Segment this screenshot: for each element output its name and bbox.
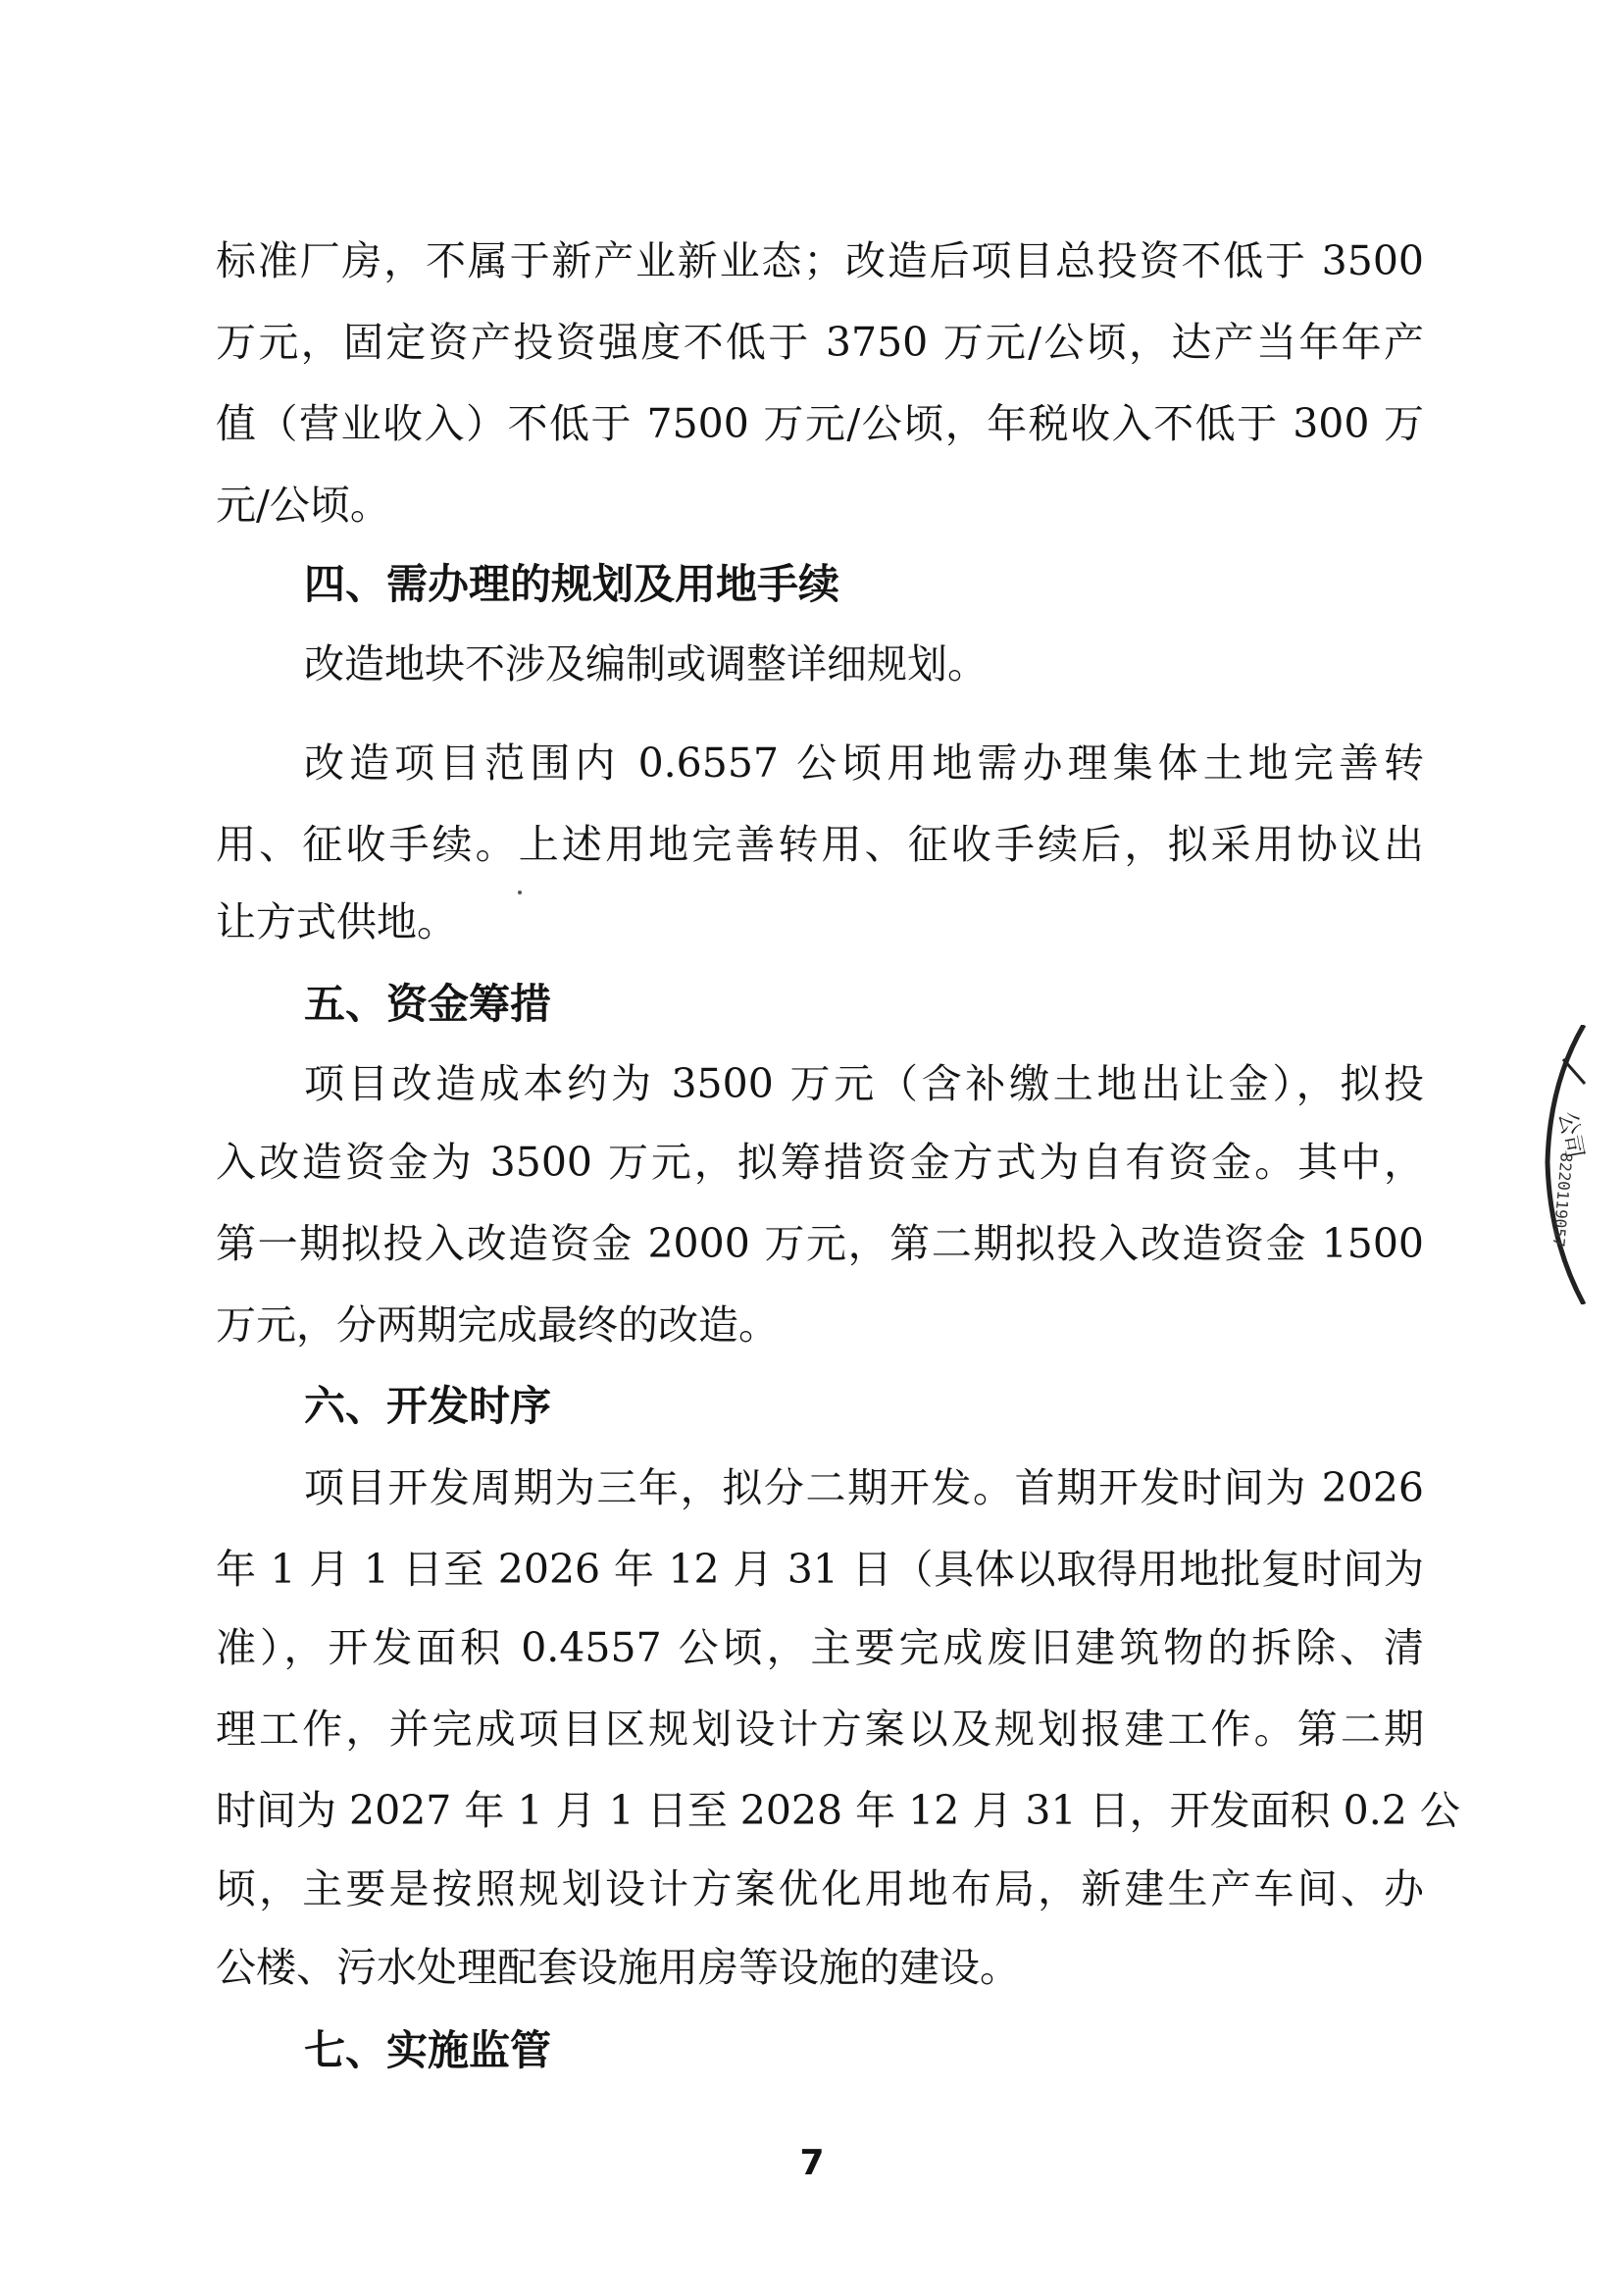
- paragraph-line: 改造地块不涉及编制或调整详细规划。: [304, 640, 988, 688]
- paragraph-line: 万元，固定资产投资强度不低于 3750 万元/公顷，达产当年年产: [216, 319, 1424, 366]
- paragraph-line: 准），开发面积 0.4557 公顷，主要完成废旧建筑物的拆除、清: [216, 1624, 1424, 1671]
- paragraph-line: 改造项目范围内 0.6557 公顷用地需办理集体土地完善转: [304, 739, 1424, 787]
- section-heading: 七、实施监管: [304, 2026, 552, 2074]
- seal-stamp: [1530, 1025, 1624, 1304]
- seal-code: 8220119057: [1548, 1151, 1576, 1248]
- paragraph-line: 时间为 2027 年 1 月 1 日至 2028 年 12 月 31 日，开发面积 0.2 公: [216, 1787, 1460, 1834]
- scan-speck: [518, 891, 522, 894]
- paragraph-line: 让方式供地。: [216, 898, 457, 945]
- paragraph-line: 万元，分两期完成最终的改造。: [216, 1301, 779, 1349]
- paragraph-line: 元/公顷。: [216, 482, 390, 529]
- paragraph-line: 项目开发周期为三年，拟分二期开发。首期开发时间为 2026: [304, 1464, 1424, 1511]
- section-heading: 四、需办理的规划及用地手续: [304, 560, 840, 608]
- paragraph-line: 顷，主要是按照规划设计方案优化用地布局，新建生产车间、办: [216, 1865, 1424, 1912]
- section-heading: 五、资金筹措: [304, 980, 552, 1028]
- paragraph-line: 理工作，并完成项目区规划设计方案以及规划报建工作。第二期: [216, 1706, 1424, 1753]
- paragraph-line: 项目改造成本约为 3500 万元（含补缴土地出让金），拟投: [304, 1060, 1424, 1107]
- paragraph-line: 值（营业收入）不低于 7500 万元/公顷，年税收入不低于 300 万: [216, 400, 1424, 447]
- paragraph-line: 入改造资金为 3500 万元，拟筹措资金方式为自有资金。其中，: [216, 1139, 1424, 1186]
- page-number: 7: [799, 2143, 825, 2183]
- seal-icon: [1530, 1025, 1624, 1304]
- paragraph-line: 年 1 月 1 日至 2026 年 12 月 31 日（具体以取得用地批复时间为: [216, 1546, 1424, 1593]
- paragraph-line: 第一期拟投入改造资金 2000 万元，第二期拟投入改造资金 1500: [216, 1220, 1424, 1267]
- section-heading: 六、开发时序: [304, 1382, 552, 1430]
- paragraph-line: 公楼、污水处理配套设施用房等设施的建设。: [216, 1944, 1020, 1991]
- paragraph-line: 标准厂房，不属于新产业新业态；改造后项目总投资不低于 3500: [216, 237, 1424, 284]
- seal-chars: 公司: [1553, 1109, 1590, 1161]
- paragraph-line: 用、征收手续。上述用地完善转用、征收手续后，拟采用协议出: [216, 821, 1424, 868]
